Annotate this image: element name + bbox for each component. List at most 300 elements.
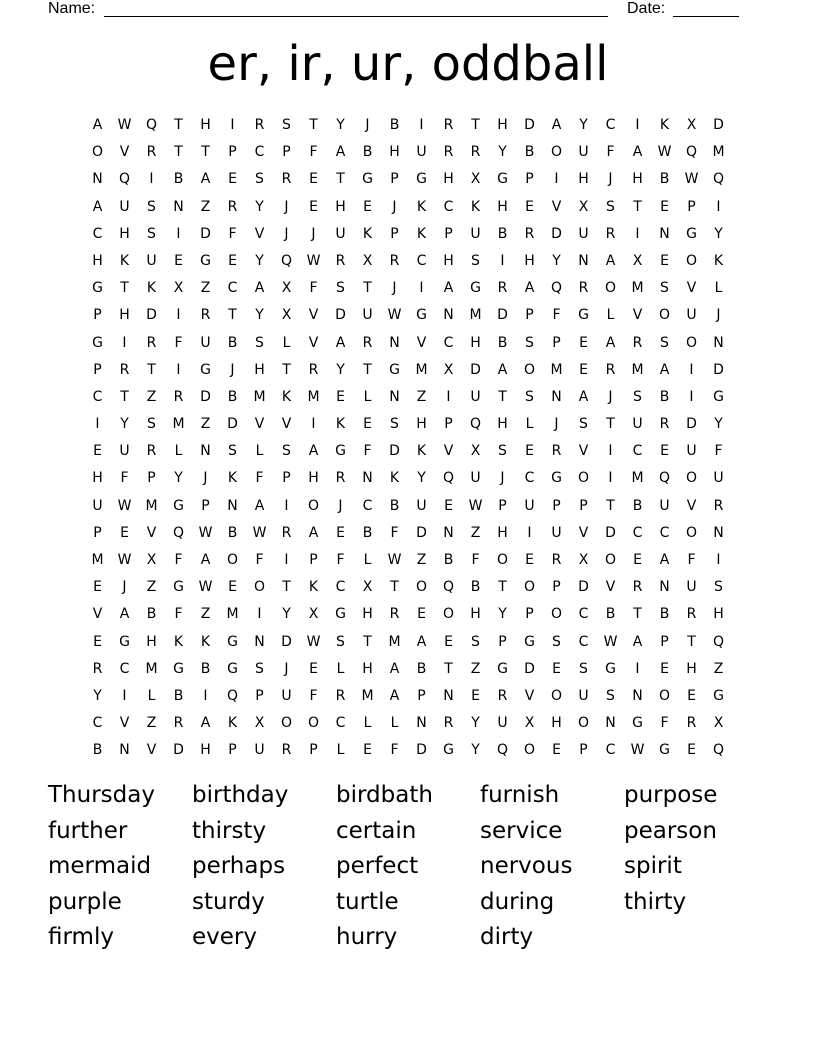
grid-letter[interactable]: H (713, 606, 724, 623)
grid-letter[interactable]: P (525, 171, 534, 188)
grid-letter[interactable]: Q (145, 117, 158, 133)
grid-letter[interactable]: V (308, 307, 319, 324)
grid-letter[interactable]: G (443, 742, 454, 759)
grid-letter[interactable]: H (119, 225, 130, 242)
grid-letter[interactable]: X (443, 361, 454, 378)
grid-letter[interactable]: I (176, 307, 181, 324)
grid-letter[interactable]: G (200, 361, 211, 378)
grid-letter[interactable]: W (117, 117, 132, 133)
grid-letter[interactable]: O (415, 579, 428, 596)
grid-letter[interactable]: N (389, 334, 400, 351)
grid-letter[interactable]: P (255, 687, 264, 704)
grid-letter[interactable]: V (524, 687, 535, 704)
grid-letter[interactable]: P (687, 198, 696, 215)
grid-letter[interactable]: X (578, 198, 589, 215)
grid-letter[interactable]: T (120, 388, 129, 405)
grid-letter[interactable]: L (363, 388, 372, 405)
grid-letter[interactable]: E (687, 687, 696, 704)
grid-letter[interactable]: R (119, 361, 130, 378)
grid-letter[interactable]: O (604, 552, 617, 568)
grid-letter[interactable]: U (416, 144, 427, 161)
grid-letter[interactable]: Z (200, 416, 211, 433)
grid-letter[interactable]: R (200, 307, 211, 324)
grid-letter[interactable]: H (524, 252, 535, 269)
grid-letter[interactable]: R (308, 361, 319, 378)
grid-letter[interactable]: M (631, 361, 644, 378)
grid-letter[interactable]: D (200, 388, 211, 405)
grid-letter[interactable]: N (713, 334, 724, 351)
grid-letter[interactable]: V (254, 225, 265, 242)
grid-letter[interactable]: Z (146, 715, 157, 732)
grid-letter[interactable]: S (336, 280, 345, 297)
grid-letter[interactable]: D (524, 660, 535, 677)
grid-letter[interactable]: K (389, 470, 400, 487)
grid-letter[interactable]: J (284, 660, 289, 677)
grid-letter[interactable]: O (496, 552, 509, 568)
grid-letter[interactable]: R (659, 416, 670, 433)
grid-letter[interactable]: B (416, 660, 427, 677)
grid-letter[interactable]: F (174, 606, 183, 623)
grid-letter[interactable]: D (551, 225, 562, 242)
grid-letter[interactable]: F (255, 552, 264, 568)
grid-letter[interactable]: H (497, 416, 508, 433)
grid-letter[interactable]: S (525, 388, 534, 405)
grid-letter[interactable]: R (524, 225, 535, 242)
grid-letter[interactable]: B (470, 579, 481, 596)
grid-letter[interactable]: P (390, 225, 399, 242)
grid-letter[interactable]: E (93, 633, 102, 650)
grid-letter[interactable]: U (551, 524, 562, 541)
grid-letter[interactable]: U (578, 687, 589, 704)
grid-letter[interactable]: G (524, 633, 535, 650)
grid-letter[interactable]: Y (174, 470, 183, 487)
grid-letter[interactable]: V (578, 443, 589, 460)
grid-letter[interactable]: U (281, 687, 292, 704)
grid-letter[interactable]: D (713, 361, 724, 378)
grid-letter[interactable]: P (282, 144, 291, 161)
grid-letter[interactable]: J (311, 225, 316, 242)
grid-letter[interactable]: B (173, 171, 184, 188)
grid-letter[interactable]: D (524, 117, 535, 133)
grid-letter[interactable]: F (606, 144, 615, 161)
grid-letter[interactable]: Y (552, 252, 561, 269)
grid-letter[interactable]: N (389, 388, 400, 405)
grid-letter[interactable]: R (443, 144, 454, 161)
grid-letter[interactable]: T (498, 579, 507, 596)
grid-letter[interactable]: N (632, 687, 643, 704)
grid-letter[interactable]: O (550, 606, 563, 623)
grid-letter[interactable]: P (309, 552, 318, 568)
grid-letter[interactable]: N (605, 715, 616, 732)
grid-letter[interactable]: N (713, 524, 724, 541)
grid-letter[interactable]: G (416, 307, 427, 324)
grid-letter[interactable]: L (525, 416, 534, 433)
grid-letter[interactable]: N (362, 470, 373, 487)
grid-letter[interactable]: T (444, 660, 453, 677)
grid-letter[interactable]: R (497, 280, 508, 297)
grid-letter[interactable]: Q (550, 280, 563, 297)
grid-letter[interactable]: P (552, 579, 561, 596)
grid-letter[interactable]: U (578, 144, 589, 161)
grid-letter[interactable]: Z (146, 579, 157, 596)
grid-letter[interactable]: Y (417, 470, 426, 487)
grid-letter[interactable]: C (632, 524, 643, 541)
grid-letter[interactable]: I (689, 361, 694, 378)
grid-letter[interactable]: O (307, 715, 320, 732)
grid-letter[interactable]: Y (498, 606, 507, 623)
grid-letter[interactable]: K (335, 416, 346, 433)
grid-letter[interactable]: V (308, 334, 319, 351)
grid-letter[interactable]: U (659, 497, 670, 514)
grid-letter[interactable]: N (578, 252, 589, 269)
grid-letter[interactable]: I (230, 117, 235, 133)
grid-letter[interactable]: E (579, 361, 588, 378)
grid-letter[interactable]: S (606, 687, 615, 704)
grid-letter[interactable]: W (630, 742, 645, 759)
grid-letter[interactable]: U (470, 225, 481, 242)
grid-letter[interactable]: R (632, 334, 643, 351)
grid-letter[interactable]: B (659, 606, 670, 623)
grid-letter[interactable]: B (389, 497, 400, 514)
grid-letter[interactable]: E (309, 198, 318, 215)
grid-letter[interactable]: M (415, 361, 428, 378)
grid-letter[interactable]: K (416, 225, 427, 242)
grid-letter[interactable]: C (578, 633, 589, 650)
grid-letter[interactable]: W (387, 552, 402, 568)
grid-letter[interactable]: P (147, 470, 156, 487)
grid-letter[interactable]: C (254, 144, 265, 161)
grid-letter[interactable]: B (389, 117, 400, 133)
grid-letter[interactable]: M (307, 388, 320, 405)
grid-letter[interactable]: L (174, 443, 183, 460)
grid-letter[interactable]: A (335, 334, 346, 351)
grid-letter[interactable]: C (578, 606, 589, 623)
grid-letter[interactable]: R (92, 660, 103, 677)
grid-letter[interactable]: E (552, 660, 561, 677)
grid-letter[interactable]: M (361, 687, 374, 704)
grid-letter[interactable]: B (146, 606, 157, 623)
grid-letter[interactable]: N (443, 307, 454, 324)
grid-letter[interactable]: G (389, 361, 400, 378)
grid-letter[interactable]: D (389, 443, 400, 460)
grid-letter[interactable]: Y (255, 252, 264, 269)
grid-letter[interactable]: S (282, 443, 291, 460)
grid-letter[interactable]: Y (93, 687, 102, 704)
grid-letter[interactable]: R (686, 715, 697, 732)
grid-letter[interactable]: S (525, 334, 534, 351)
grid-letter[interactable]: P (309, 742, 318, 759)
grid-letter[interactable]: B (497, 225, 508, 242)
grid-letter[interactable]: W (117, 552, 132, 568)
grid-letter[interactable]: U (470, 388, 481, 405)
grid-letter[interactable]: P (660, 633, 669, 650)
grid-letter[interactable]: L (282, 334, 291, 351)
grid-letter[interactable]: X (173, 280, 184, 297)
grid-letter[interactable]: A (551, 117, 562, 133)
grid-letter[interactable]: N (551, 388, 562, 405)
grid-letter[interactable]: A (254, 497, 265, 514)
grid-letter[interactable]: B (227, 524, 238, 541)
grid-letter[interactable]: I (689, 388, 694, 405)
grid-letter[interactable]: A (416, 633, 427, 650)
grid-letter[interactable]: S (498, 443, 507, 460)
grid-letter[interactable]: H (470, 606, 481, 623)
grid-letter[interactable]: X (524, 715, 535, 732)
grid-letter[interactable]: T (147, 361, 156, 378)
grid-letter[interactable]: Q (172, 524, 185, 541)
grid-letter[interactable]: Z (470, 660, 481, 677)
grid-letter[interactable]: Q (442, 470, 455, 487)
grid-letter[interactable]: D (605, 524, 616, 541)
grid-letter[interactable]: H (200, 742, 211, 759)
grid-letter[interactable]: T (687, 633, 696, 650)
grid-letter[interactable]: E (633, 552, 642, 568)
grid-letter[interactable]: D (416, 742, 427, 759)
grid-letter[interactable]: G (551, 470, 562, 487)
grid-letter[interactable]: I (500, 252, 505, 269)
grid-letter[interactable]: M (172, 416, 185, 433)
grid-letter[interactable]: V (92, 606, 103, 623)
grid-letter[interactable]: R (443, 117, 454, 133)
grid-letter[interactable]: Z (470, 524, 481, 541)
grid-letter[interactable]: E (525, 552, 534, 568)
grid-letter[interactable]: G (173, 579, 184, 596)
grid-letter[interactable]: L (363, 715, 372, 732)
grid-letter[interactable]: U (524, 497, 535, 514)
grid-letter[interactable]: K (281, 388, 292, 405)
grid-letter[interactable]: S (633, 388, 642, 405)
grid-letter[interactable]: I (284, 497, 289, 514)
grid-letter[interactable]: S (147, 225, 156, 242)
grid-letter[interactable]: Z (146, 388, 157, 405)
grid-letter[interactable]: T (633, 606, 642, 623)
grid-letter[interactable]: O (523, 579, 536, 596)
grid-letter[interactable]: K (416, 443, 427, 460)
grid-letter[interactable]: D (713, 117, 724, 133)
grid-letter[interactable]: O (685, 252, 698, 269)
grid-letter[interactable]: J (554, 416, 559, 433)
grid-letter[interactable]: W (603, 633, 618, 650)
grid-letter[interactable]: N (200, 443, 211, 460)
grid-letter[interactable]: U (92, 497, 103, 514)
grid-letter[interactable]: T (120, 280, 129, 297)
grid-letter[interactable]: G (335, 443, 346, 460)
grid-letter[interactable]: J (122, 579, 127, 596)
grid-letter[interactable]: L (147, 687, 156, 704)
grid-letter[interactable]: E (444, 497, 453, 514)
grid-letter[interactable]: U (416, 497, 427, 514)
grid-letter[interactable]: U (146, 252, 157, 269)
grid-letter[interactable]: E (363, 416, 372, 433)
grid-letter[interactable]: C (92, 225, 103, 242)
grid-letter[interactable]: G (578, 307, 589, 324)
grid-letter[interactable]: E (444, 633, 453, 650)
grid-letter[interactable]: F (687, 552, 696, 568)
grid-letter[interactable]: R (389, 606, 400, 623)
grid-letter[interactable]: K (308, 579, 319, 596)
grid-letter[interactable]: O (604, 280, 617, 297)
grid-letter[interactable]: H (335, 198, 346, 215)
grid-letter[interactable]: X (578, 552, 589, 568)
grid-letter[interactable]: Y (120, 416, 129, 433)
grid-letter[interactable]: J (365, 117, 370, 133)
grid-letter[interactable]: I (419, 280, 424, 297)
grid-letter[interactable]: M (469, 307, 482, 324)
grid-letter[interactable]: A (389, 687, 400, 704)
grid-letter[interactable]: H (443, 171, 454, 188)
grid-letter[interactable]: J (716, 307, 721, 324)
grid-letter[interactable]: C (659, 524, 670, 541)
grid-letter[interactable]: W (252, 524, 267, 541)
grid-letter[interactable]: S (606, 198, 615, 215)
grid-letter[interactable]: A (389, 660, 400, 677)
grid-letter[interactable]: U (713, 470, 724, 487)
grid-letter[interactable]: E (660, 252, 669, 269)
grid-letter[interactable]: H (551, 715, 562, 732)
grid-letter[interactable]: E (471, 687, 480, 704)
grid-letter[interactable]: O (685, 334, 698, 351)
grid-letter[interactable]: G (659, 742, 670, 759)
grid-letter[interactable]: C (416, 252, 427, 269)
grid-letter[interactable]: J (230, 361, 235, 378)
grid-letter[interactable]: R (227, 198, 238, 215)
grid-letter[interactable]: M (631, 470, 644, 487)
grid-letter[interactable]: T (363, 361, 372, 378)
grid-letter[interactable]: V (416, 334, 427, 351)
grid-letter[interactable]: Y (579, 117, 588, 133)
grid-letter[interactable]: F (390, 524, 399, 541)
grid-letter[interactable]: Q (658, 470, 671, 487)
grid-letter[interactable]: X (362, 579, 373, 596)
grid-letter[interactable]: I (635, 225, 640, 242)
grid-letter[interactable]: F (228, 225, 237, 242)
grid-letter[interactable]: N (254, 633, 265, 650)
grid-letter[interactable]: O (307, 497, 320, 514)
grid-letter[interactable]: S (471, 252, 480, 269)
grid-letter[interactable]: L (336, 660, 345, 677)
grid-letter[interactable]: U (497, 715, 508, 732)
grid-letter[interactable]: V (578, 524, 589, 541)
grid-letter[interactable]: O (658, 687, 671, 704)
grid-letter[interactable]: T (363, 633, 372, 650)
grid-letter[interactable]: H (578, 171, 589, 188)
grid-letter[interactable]: C (119, 660, 130, 677)
grid-letter[interactable]: F (174, 334, 183, 351)
grid-letter[interactable]: A (119, 606, 130, 623)
grid-letter[interactable]: O (577, 715, 590, 732)
grid-letter[interactable]: S (471, 633, 480, 650)
grid-letter[interactable]: M (712, 144, 725, 161)
grid-letter[interactable]: Z (416, 552, 427, 568)
grid-letter[interactable]: E (525, 198, 534, 215)
grid-letter[interactable]: G (119, 633, 130, 650)
grid-letter[interactable]: W (306, 252, 321, 269)
grid-letter[interactable]: J (392, 198, 397, 215)
grid-letter[interactable]: M (145, 497, 158, 514)
grid-letter[interactable]: C (227, 280, 238, 297)
grid-letter[interactable]: U (200, 334, 211, 351)
grid-letter[interactable]: S (579, 416, 588, 433)
grid-letter[interactable]: K (362, 225, 373, 242)
grid-letter[interactable]: K (227, 470, 238, 487)
grid-letter[interactable]: K (713, 252, 724, 269)
grid-letter[interactable]: N (173, 198, 184, 215)
grid-letter[interactable]: T (471, 117, 480, 133)
grid-letter[interactable]: R (470, 144, 481, 161)
grid-letter[interactable]: G (605, 660, 616, 677)
grid-letter[interactable]: P (525, 606, 534, 623)
grid-letter[interactable]: K (146, 280, 157, 297)
grid-letter[interactable]: Y (714, 416, 723, 433)
grid-letter[interactable]: V (686, 280, 697, 297)
grid-letter[interactable]: U (578, 225, 589, 242)
grid-letter[interactable]: U (254, 742, 265, 759)
grid-letter[interactable]: F (309, 687, 318, 704)
grid-letter[interactable]: F (660, 715, 669, 732)
grid-letter[interactable]: D (227, 416, 238, 433)
grid-letter[interactable]: P (498, 497, 507, 514)
grid-letter[interactable]: F (714, 443, 723, 460)
grid-letter[interactable]: E (120, 524, 129, 541)
grid-letter[interactable]: Y (336, 117, 345, 133)
grid-letter[interactable]: F (309, 280, 318, 297)
grid-letter[interactable]: R (281, 742, 292, 759)
grid-letter[interactable]: G (173, 660, 184, 677)
grid-letter[interactable]: S (147, 198, 156, 215)
grid-letter[interactable]: X (632, 252, 643, 269)
grid-letter[interactable]: R (173, 715, 184, 732)
grid-letter[interactable]: L (714, 280, 723, 297)
grid-letter[interactable]: A (200, 171, 211, 188)
grid-letter[interactable]: V (119, 144, 130, 161)
grid-letter[interactable]: H (497, 117, 508, 133)
grid-letter[interactable]: W (387, 307, 402, 324)
grid-letter[interactable]: K (200, 633, 211, 650)
grid-letter[interactable]: S (255, 660, 264, 677)
grid-letter[interactable]: S (255, 334, 264, 351)
grid-letter[interactable]: A (308, 443, 319, 460)
grid-letter[interactable]: B (227, 388, 238, 405)
grid-letter[interactable]: I (554, 171, 559, 188)
grid-letter[interactable]: A (200, 552, 211, 568)
grid-letter[interactable]: X (470, 443, 481, 460)
grid-letter[interactable]: Y (498, 144, 507, 161)
grid-letter[interactable]: T (633, 198, 642, 215)
grid-letter[interactable]: I (284, 552, 289, 568)
grid-letter[interactable]: E (228, 171, 237, 188)
grid-letter[interactable]: R (281, 171, 292, 188)
grid-letter[interactable]: J (284, 198, 289, 215)
grid-letter[interactable]: N (659, 579, 670, 596)
grid-letter[interactable]: I (716, 198, 721, 215)
grid-letter[interactable]: F (363, 443, 372, 460)
grid-letter[interactable]: E (228, 252, 237, 269)
grid-letter[interactable]: C (443, 198, 454, 215)
grid-letter[interactable]: G (686, 225, 697, 242)
grid-letter[interactable]: E (336, 388, 345, 405)
grid-letter[interactable]: B (173, 687, 184, 704)
grid-letter[interactable]: X (362, 252, 373, 269)
grid-letter[interactable]: Y (714, 225, 723, 242)
grid-letter[interactable]: P (228, 144, 237, 161)
grid-letter[interactable]: H (200, 117, 211, 133)
grid-letter[interactable]: N (119, 742, 130, 759)
grid-letter[interactable]: Q (496, 742, 509, 759)
grid-letter[interactable]: P (444, 416, 453, 433)
grid-letter[interactable]: B (443, 552, 454, 568)
grid-letter[interactable]: O (685, 470, 698, 487)
grid-letter[interactable]: R (605, 361, 616, 378)
